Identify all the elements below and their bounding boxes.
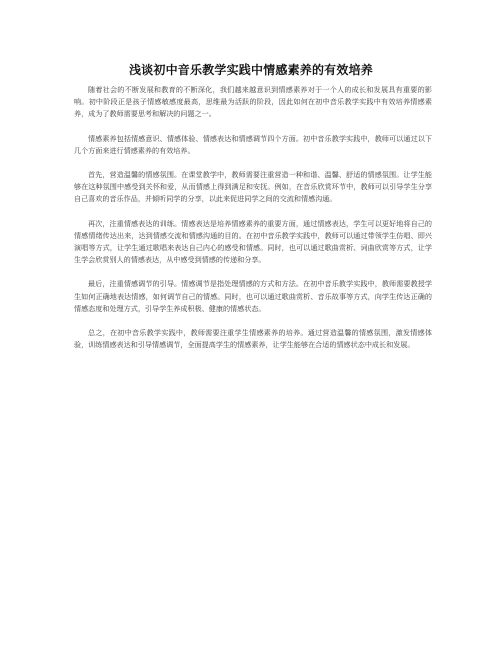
document-title: 浅谈初中音乐教学实践中情感素养的有效培养 xyxy=(128,63,373,77)
paragraph-6: 总之，在初中音乐教学实践中，教师需要注重学生情感素养的培养。通过营造温馨的情感氛围，激发情感体验，训练情感表达和引导情感调节，全面提高学生的情感素养，让学生能够在合适的情感状态中成长和发展。 xyxy=(74,328,432,350)
paragraph-1: 随着社会的不断发展和教育的不断深化，我们越来越意识到情感素养对于一个人的成长和发展具有重要的影响。初中阶段正是孩子情感敏感度最高，思维最为活跃的阶段，因此如何在初中音乐教学实践中有效培养情感素养，成为了教师需要思考和解决的问题之一。 xyxy=(74,85,432,119)
paragraph-2: 情感素养包括情感意识、情感体验、情感表达和情感调节四个方面。初中音乐教学实践中，教师可以通过以下几个方面来进行情感素养的有效培养。 xyxy=(74,133,432,155)
paragraph-5: 最后，注重情感调节的引导。情感调节是指处理情感的方式和方法。在初中音乐教学实践中，教师需要教授学生如何正确地表达情感，如何调节自己的情感。同时，也可以通过歌曲赏析、音乐故事等方式，向学生传达正确的情感态度和处理方式，引导学生养成积极、健康的情感状态。 xyxy=(74,279,432,313)
paragraph-3: 首先，营造温馨的情感氛围。在课堂教学中，教师需要注重营造一种和谐、温馨、舒适的情感氛围。让学生能够在这种氛围中感受到关怀和爱，从而情感上得到满足和安抚。例如，在音乐欣赏环节中，教师可以引导学生分享自己喜欢的音乐作品，并倾听同学的分享，以此来促进同学之间的交流和情感沟通。 xyxy=(74,170,432,204)
document-body xyxy=(74,84,432,363)
paragraph-4: 再次，注重情感表达的训练。情感表达是培养情感素养的重要方面，通过情感表达，学生可以更好地将自己的情感情绪传达出来，达到情感交流和情感沟通的目的。在初中音乐教学实践中，教师可以通过带领学生仿唱、即兴演唱等方式，让学生通过歌唱来表达自己内心的感受和情感。同时，也可以通过歌曲赏析、词曲欣赏等方式，让学生学会欣赏别人的情感表达，从中感受到情感的传递和分享。 xyxy=(74,218,432,265)
